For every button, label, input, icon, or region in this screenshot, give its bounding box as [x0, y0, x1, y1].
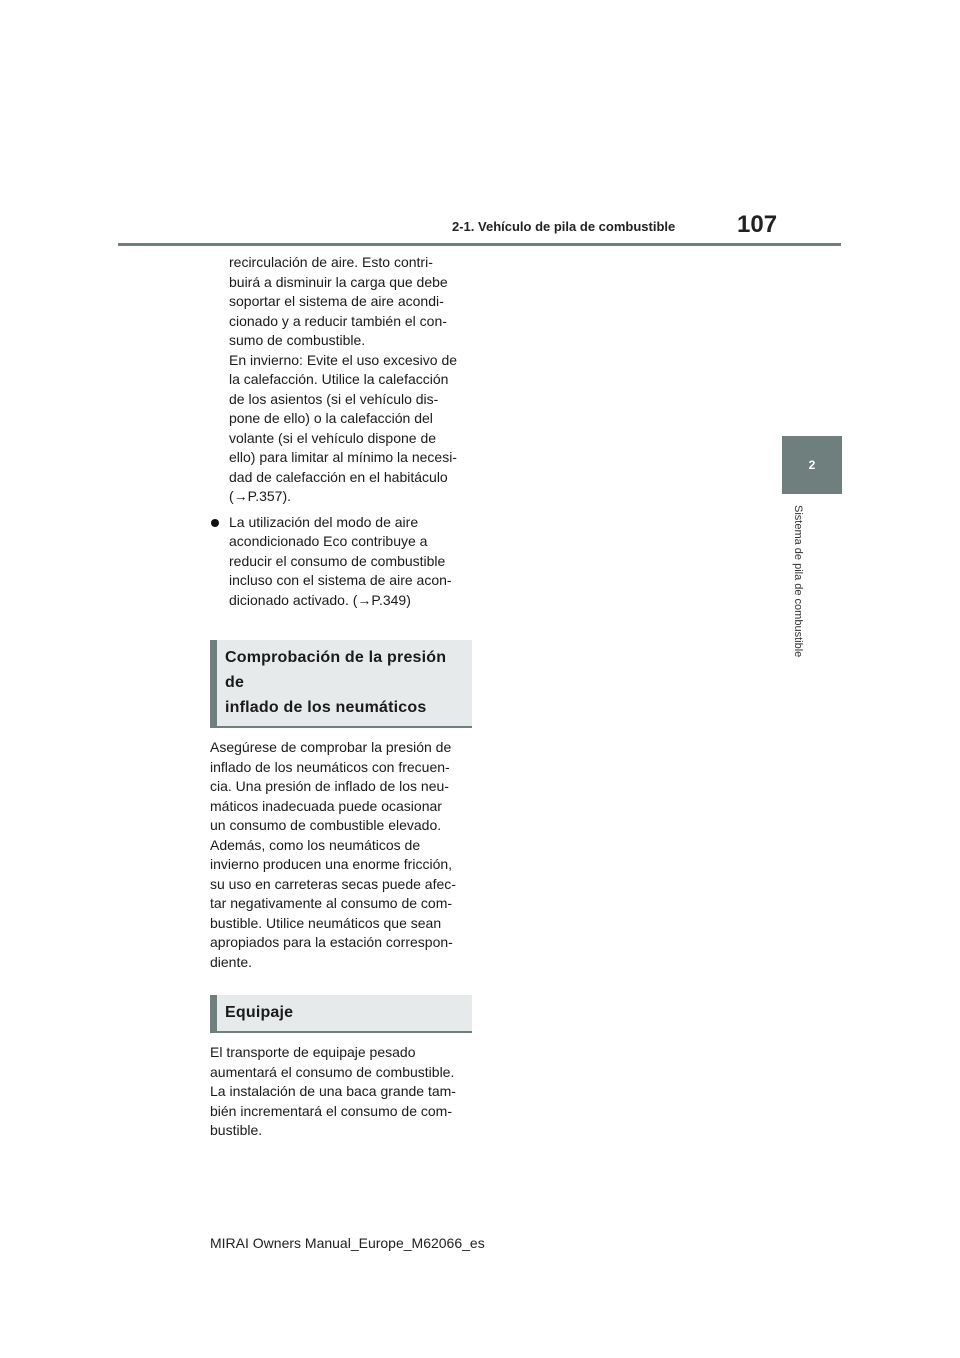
- chapter-label: Sistema de pila de combustible: [792, 505, 804, 658]
- bullet-item: [210, 513, 472, 611]
- tire-pressure-paragraph: Asegúrese de comprobar la presión de inflado de los neumáticos con frecuen- cia. Una presión de inflado de los neu- máticos inadecuada puede ocasionar un consumo de combustible elevado. Además, como los neumáticos de invierno producen una enorme fricción, su uso en carreteras secas puede afec- tar negativamente al consumo de com- bustible. Utilice neumáticos que sean apropiados para la estación correspon- diente.: [210, 739, 456, 970]
- chapter-number: 2: [808, 458, 816, 472]
- bullet-text: La utilización del modo de aire acondicionado Eco contribuye a reducir el consumo de combustible incluso con el sistema de aire acon- dicionado activado. (→P.349): [229, 513, 452, 608]
- content-column: [210, 253, 472, 1141]
- header-rule: [118, 243, 841, 246]
- page-number: 107: [737, 211, 778, 238]
- footer-document-id: MIRAI Owners Manual_Europe_M62066_es: [210, 1235, 485, 1251]
- luggage-paragraph: El transporte de equipaje pesado aumentará el consumo de combustible. La instalación de una baca grande tam- bién incrementará el consumo de com- bustible.: [210, 1044, 456, 1138]
- chapter-tab: [782, 436, 842, 494]
- section-header-title: 2-1. Vehículo de pila de combustible: [452, 219, 676, 234]
- section-heading-tire-pressure: Comprobación de la presión de inflado de los neumáticos: [210, 640, 472, 728]
- bullet-icon: [211, 519, 219, 527]
- section-heading-luggage: Equipaje: [210, 995, 472, 1033]
- intro-paragraph: recirculación de aire. Esto contri- buirá a disminuir la carga que debe soportar el sistema de aire acondi- cionado y a reducir también el con- sumo de combustible. En invierno: Evite el uso excesivo de la calefacción. Utilice la calefacción de los asientos (si el vehículo dis- pone de ello) o la calefacción del volante (si el vehículo dispone de ello) para limitar al mínimo la necesi- dad de calefacción en el habitáculo (→P.357).: [229, 254, 458, 504]
